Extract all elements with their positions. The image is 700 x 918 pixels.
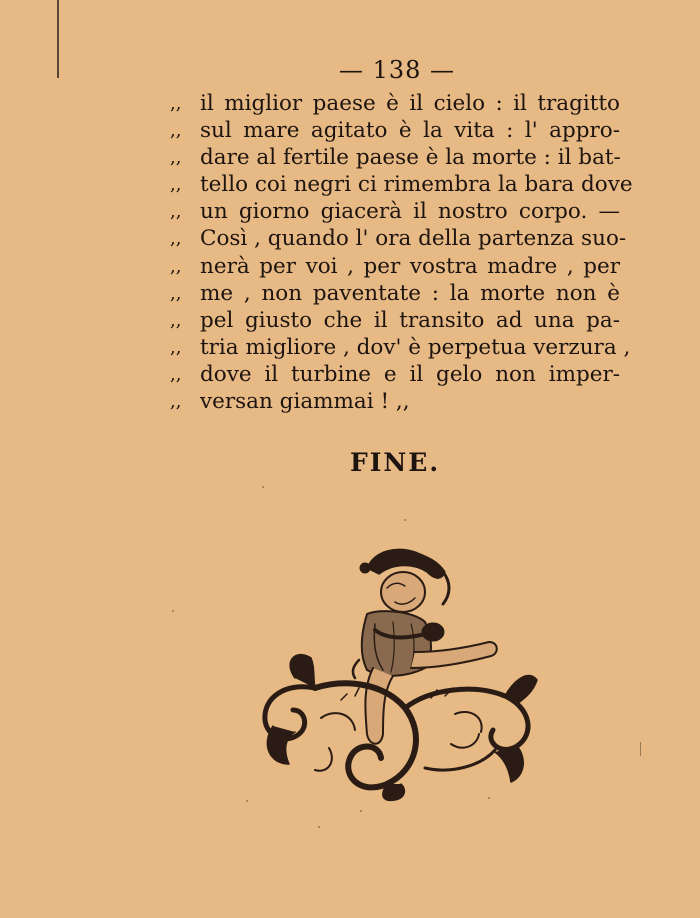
text-line: [170, 334, 631, 361]
line-text: sul mare agitato è la vita : l' appro-: [200, 118, 620, 144]
text-block: [170, 90, 633, 415]
quote-mark: ,,: [170, 363, 182, 385]
quote-mark: ,,: [170, 391, 182, 413]
putto-on-acanthus-scroll-icon: [255, 538, 540, 803]
quote-mark: ,,: [170, 201, 182, 223]
speck: [172, 610, 174, 612]
line-text: pel giusto che il transito ad una pa-: [200, 307, 620, 333]
speck: [360, 810, 362, 812]
speck: [404, 519, 406, 521]
page-number: — 138 —: [338, 56, 456, 84]
text-line: [170, 388, 620, 415]
speck: [262, 486, 264, 488]
line-text: me , non paventate : la morte non è: [200, 280, 620, 306]
line-text: dare al fertile paese è la morte : il bat-: [200, 145, 621, 171]
quote-mark: ,,: [170, 309, 182, 331]
quote-mark: ,,: [170, 282, 182, 304]
quote-mark: ,,: [170, 147, 182, 169]
text-line: [170, 144, 620, 171]
text-line: [170, 171, 633, 198]
quote-mark: ,,: [170, 336, 182, 358]
text-line: [170, 307, 620, 334]
margin-mark: [640, 742, 641, 756]
line-text: dove il turbine e il gelo non imper-: [200, 361, 620, 387]
quote-mark: ,,: [170, 228, 182, 250]
line-text: un giorno giacerà il nostro corpo. —: [200, 199, 620, 225]
text-line: [170, 361, 620, 388]
speck: [246, 800, 248, 802]
speck: [488, 797, 490, 799]
quote-mark: ,,: [170, 93, 182, 114]
text-line: [170, 225, 627, 252]
text-line: [170, 280, 620, 307]
text-line: [170, 90, 620, 117]
line-text: tello coi negri ci rimembra la bara dove: [200, 172, 633, 198]
ending-word: FINE.: [349, 448, 441, 477]
line-text: Così , quando l' ora della partenza suo-: [200, 226, 627, 252]
quote-mark: ,,: [170, 174, 182, 196]
line-text: tria migliore , dov' è perpetua verzura ,: [200, 334, 631, 360]
speck: [318, 826, 320, 828]
line-text: versan giammai ! ,,: [200, 389, 410, 415]
text-line: [170, 117, 620, 144]
line-text: il miglior paese è il cielo : il tragitto: [200, 91, 620, 116]
line-text: nerà per voi , per vostra madre , per: [200, 253, 620, 279]
text-line: [170, 198, 620, 225]
quote-mark: ,,: [170, 120, 182, 142]
quote-mark: ,,: [170, 255, 182, 277]
text-line: [170, 253, 620, 280]
